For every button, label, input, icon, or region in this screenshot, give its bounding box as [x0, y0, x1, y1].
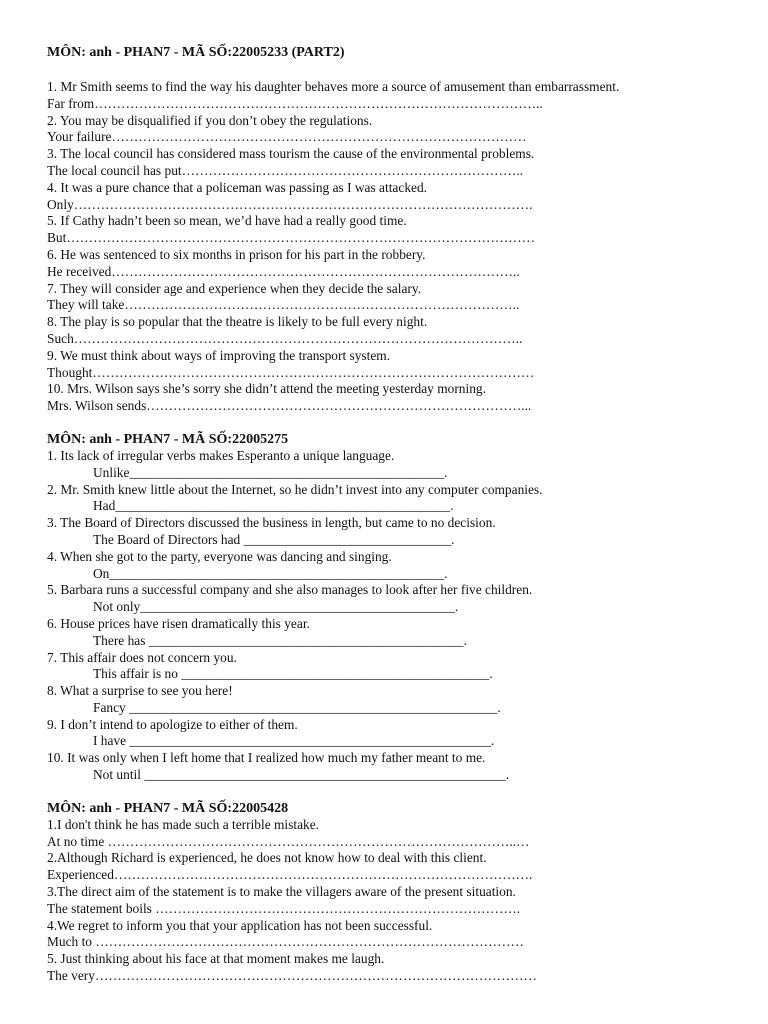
answer-line: On__________________________________________________. — [93, 565, 448, 581]
section-heading: MÔN: anh - PHAN7 - MÃ SỐ:22005428 — [47, 800, 289, 816]
answer-line: Thought……………………………………………………………………………………… — [47, 364, 535, 380]
answer-line: Unlike_______________________________________________. — [93, 464, 448, 480]
question-text: 7. This affair does not concern you. — [47, 649, 237, 665]
answer-line: There has _______________________________________________. — [93, 632, 467, 648]
question-text: 7. They will consider age and experience when they decide the salary. — [47, 280, 422, 296]
question-text: 10. It was only when I left home that I realized how much my father meant to me. — [47, 750, 486, 766]
answer-line: He received……………………………………………………………………………….. — [47, 263, 520, 279]
answer-line: Only…………………………………………………………………………………………. — [47, 196, 533, 212]
answer-line: Had__________________________________________________. — [93, 498, 454, 514]
question-text: 3.The direct aim of the statement is to make the villagers aware of the present situation. — [47, 884, 516, 900]
answer-line: Fancy _______________________________________________________. — [93, 699, 501, 715]
answer-line: Not only_______________________________________________. — [93, 599, 459, 615]
answer-line: Experienced…………………………………………………………………………………. — [47, 867, 533, 883]
question-text: 5. Just thinking about his face at that moment makes me laugh. — [47, 951, 385, 967]
section-heading: MÔN: anh - PHAN7 - MÃ SỐ:22005275 — [47, 431, 289, 447]
question-text: 1. Its lack of irregular verbs makes Esperanto a unique language. — [47, 447, 395, 463]
question-text: 2. You may be disqualified if you don’t obey the regulations. — [47, 112, 373, 128]
question-text: 4. When she got to the party, everyone was dancing and singing. — [47, 548, 392, 564]
section-22005233 — [47, 44, 747, 415]
answer-line: This affair is no ______________________________________________. — [93, 666, 493, 682]
answer-line: I have ______________________________________________________. — [93, 733, 495, 749]
section-22005275 — [47, 431, 747, 784]
answer-line: The Board of Directors had _______________________________. — [93, 531, 455, 547]
question-text: 10. Mrs. Wilson says she’s sorry she didn’t attend the meeting yesterday morning. — [47, 381, 486, 397]
answer-line: But…………………………………………………………………………………………… — [47, 230, 536, 246]
answer-line: The local council has put………………………………………………………………….. — [47, 162, 524, 178]
answer-line: Your failure………………………………………………………………………………… — [47, 129, 527, 145]
question-text: 8. What a surprise to see you here! — [47, 683, 233, 699]
answer-line: Not until ______________________________________________________. — [93, 767, 510, 783]
question-text: 3. The local council has considered mass tourism the cause of the environmental problems. — [47, 146, 535, 162]
question-text: 4.We regret to inform you that your application has not been successful. — [47, 917, 433, 933]
answer-line: Such……………………………………………………………………………………….. — [47, 330, 523, 346]
question-text: 2.Although Richard is experienced, he does not know how to deal with this client. — [47, 850, 487, 866]
answer-line: Mrs. Wilson sends…………………………………………………………………………... — [47, 398, 532, 414]
question-text: 8. The play is so popular that the theatre is likely to be full every night. — [47, 314, 428, 330]
question-text: 4. It was a pure chance that a policeman was passing as I was attacked. — [47, 179, 427, 195]
answer-line: They will take…………………………………………………………………………….. — [47, 297, 520, 313]
question-text: 1. Mr Smith seems to find the way his daughter behaves more a source of amusement than embarrassment. — [47, 79, 620, 94]
question-text: 3. The Board of Directors discussed the business in length, but came to no decision. — [47, 515, 496, 531]
section-22005428 — [47, 800, 747, 985]
answer-line: Much to …………………………………………………………………………………… — [47, 934, 524, 950]
worksheet — [47, 44, 747, 985]
question-text: 5. If Cathy hadn’t been so mean, we’d have had a really good time. — [47, 213, 407, 229]
answer-line: The very……………………………………………………………………………………… — [47, 968, 537, 984]
section-heading: MÔN: anh - PHAN7 - MÃ SỐ:22005233 (PART2) — [47, 45, 345, 60]
answer-line: At no time ………………………………………………………………………………..… — [47, 833, 530, 849]
question-text: 5. Barbara runs a successful company and she also manages to look after her five children. — [47, 582, 533, 598]
question-text: 9. We must think about ways of improving the transport system. — [47, 347, 391, 363]
question-text: 6. House prices have risen dramatically this year. — [47, 615, 310, 631]
answer-line: The statement boils ………………………………………………………………………. — [47, 900, 521, 916]
answer-line: Far from……………………………………………………………………………………….. — [47, 95, 543, 111]
question-text: 1.I don't think he has made such a terrible mistake. — [47, 816, 320, 832]
question-text: 2. Mr. Smith knew little about the Internet, so he didn’t invest into any computer companies. — [47, 481, 543, 497]
question-text: 9. I don’t intend to apologize to either of them. — [47, 716, 298, 732]
question-text: 6. He was sentenced to six months in prison for his part in the robbery. — [47, 246, 426, 262]
